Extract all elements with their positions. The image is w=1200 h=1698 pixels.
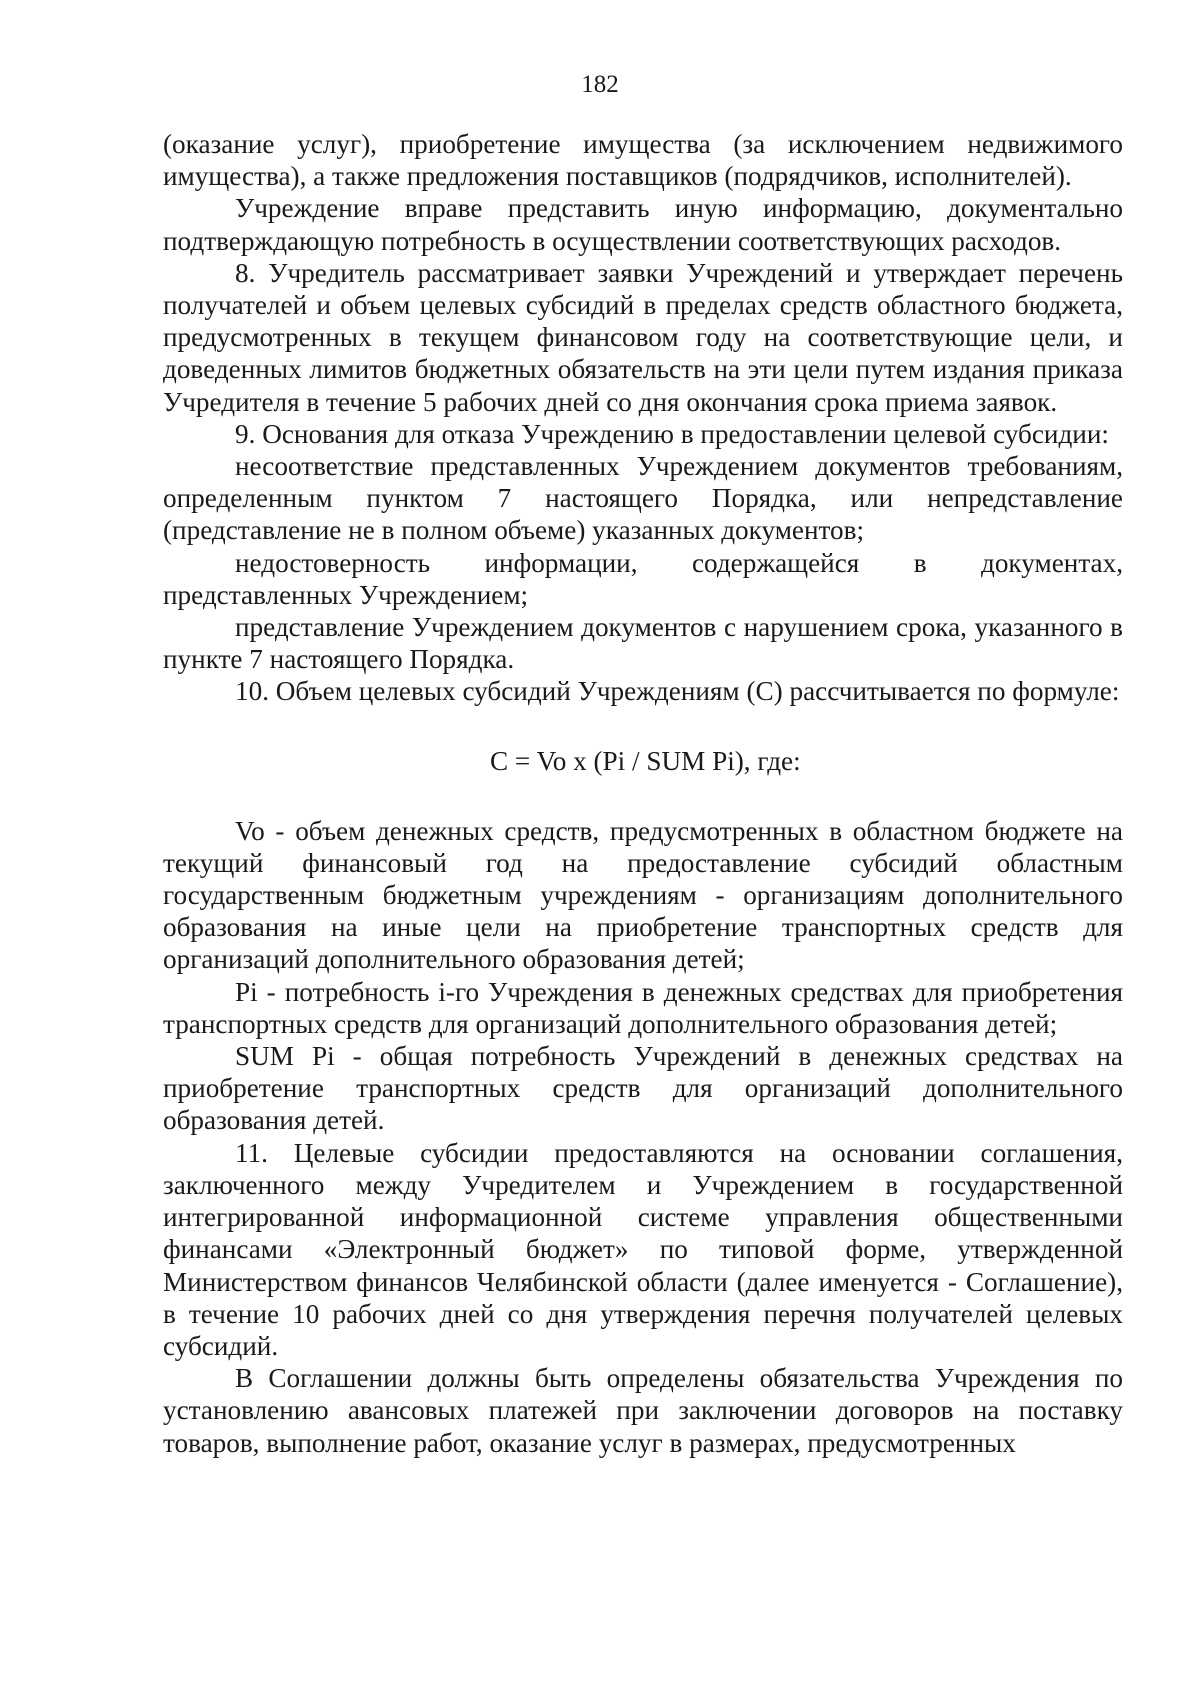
paragraph-item-11: 11. Целевые субсидии предоставляются на основании соглашения, заключенного между Учредителем и Учреждением в государственной интегрированной информационной системе управления общественными финансами «Электронный бюджет» по типовой форме, утвержденной Министерством финансов Челябинской области (далее именуется - Соглашение), в течение 10 рабочих дней со дня утверждения перечня получателей целевых субсидий. <box>163 1137 1123 1361</box>
paragraph-pi-definition: Pi - потребность i-го Учреждения в денежных средствах для приобретения транспортных средств для организаций дополнительного образования детей; <box>163 976 1123 1039</box>
paragraph-agreement-obligations: В Соглашении должны быть определены обязательства Учреждения по установлению авансовых платежей при заключении договоров на поставку товаров, выполнение работ, оказание услуг в размерах, предусмотренных <box>163 1363 1123 1458</box>
paragraph-continuation: (оказание услуг), приобретение имущества (за исключением недвижимого имущества), а также предложения поставщиков (подрядчиков, исполнителей). <box>163 129 1123 192</box>
paragraph-refusal-reason-3: представление Учреждением документов с нарушением срока, указанного в пункте 7 настоящего Порядка. <box>163 612 1123 675</box>
paragraph-additional-info: Учреждение вправе представить иную информацию, документально подтверждающую потребность в осуществлении соответствующих расходов. <box>163 193 1123 256</box>
paragraph-vo-definition: Vo - объем денежных средств, предусмотренных в областном бюджете на текущий финансовый год на предоставление субсидий областным государственным бюджетным учреждениям - организациям дополнительного образования на иные цели на приобретение транспортных средств для организаций дополнительного образования детей; <box>163 815 1123 975</box>
document-body <box>163 128 1123 1459</box>
paragraph-refusal-reason-1: несоответствие представленных Учреждением документов требованиям, определенным пунктом 7 настоящего Порядка, или непредставление (представление не в полном объеме) указанных документов; <box>163 451 1123 546</box>
page-number: 182 <box>581 71 619 98</box>
subsidy-formula: C = Vo x (Pi / SUM Pi), где: <box>490 745 801 776</box>
paragraph-item-8: 8. Учредитель рассматривает заявки Учреждений и утверждает перечень получателей и объем целевых субсидий в пределах средств областного бюджета, предусмотренных в текущем финансовом году на соответствующие цели, и доведенных лимитов бюджетных обязательств на эти цели путем издания приказа Учредителя в течение 5 рабочих дней со дня окончания срока приема заявок. <box>163 257 1123 417</box>
paragraph-item-9: 9. Основания для отказа Учреждению в предоставлении целевой субсидии: <box>235 418 1109 449</box>
paragraph-sum-pi-definition: SUM Pi - общая потребность Учреждений в денежных средствах на приобретение транспортных средств для организаций дополнительного образования детей. <box>163 1041 1123 1136</box>
paragraph-item-10: 10. Объем целевых субсидий Учреждениям (С) рассчитывается по формуле: <box>235 676 1120 707</box>
paragraph-refusal-reason-2: недостоверность информации, содержащейся в документах, представленных Учреждением; <box>163 547 1123 610</box>
